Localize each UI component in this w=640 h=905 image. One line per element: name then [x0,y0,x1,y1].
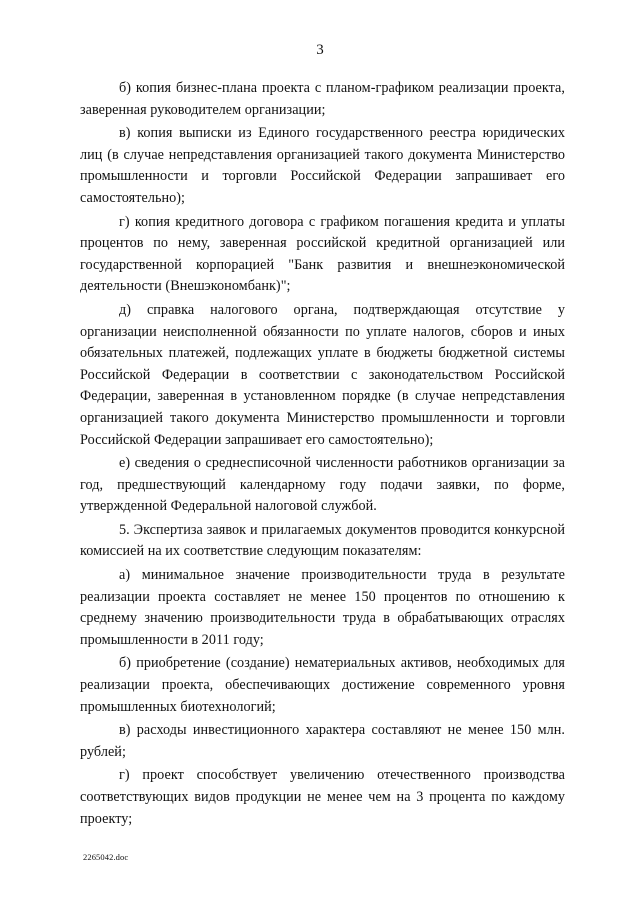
paragraph-5-expertise: 5. Экспертиза заявок и прилагаемых документов проводится конкурсной комиссией на их соответствие следующим показателям: [80,521,565,560]
document-body [80,78,565,832]
paragraph-b-business-plan: б) копия бизнес-плана проекта с планом-графиком реализации проекта, заверенная руководителем организации; [80,80,565,118]
page-number: 3 [316,42,324,58]
paragraph-g-credit-agreement: г) копия кредитного договора с графиком погашения кредита и уплаты процентов по нему, заверенная российской кредитной организацией или государственной корпорацией "Банк развития и внешнеэкономической деятельности (Внешэкономбанк)"; [80,213,565,295]
paragraph-b-intangible-assets: б) приобретение (создание) нематериальных активов, необходимых для реализации проекта, обеспечивающих достижение современного уровня промышленных биотехнологий; [80,655,565,715]
paragraph-v-registry-extract: в) копия выписки из Единого государственного реестра юридических лиц (в случае непредставления организацией такого документа Министерство промышленности и торговли Российской Федерации запрашивает его самостоятельно); [80,125,565,206]
paragraph-e-headcount-info: е) сведения о среднесписочной численности работников организации за год, предшествующий календарному году подачи заявки, по форме, утвержденной Федеральной налоговой службой. [80,455,565,515]
paragraph-v-investment-expenses: в) расходы инвестиционного характера составляют не менее 150 млн. рублей; [80,722,565,760]
footer-file-name: 2265042.doc [83,852,129,862]
paragraph-g-production-growth: г) проект способствует увеличению отечественного производства соответствующих видов продукции не менее чем на 3 процента по каждому проекту; [80,767,565,827]
paragraph-d-tax-certificate: д) справка налогового органа, подтверждающая отсутствие у организации неисполненной обязанности по уплате налогов, сборов и иных обязательных платежей, подлежащих уплате в бюджеты бюджетной системы Российской Федерации в соответствии с законодательством Российской Федерации, заверенная в установленном порядке (в случае непредставления организацией такого документа Министерство промышленности и торговли Российской Федерации запрашивает его самостоятельно); [80,301,565,448]
paragraph-a-labor-productivity: а) минимальное значение производительности труда в результате реализации проекта составляет не менее 150 процентов по отношению к среднему значению производительности труда в обрабатывающих отраслях промышленности в 2011 году; [80,567,565,648]
